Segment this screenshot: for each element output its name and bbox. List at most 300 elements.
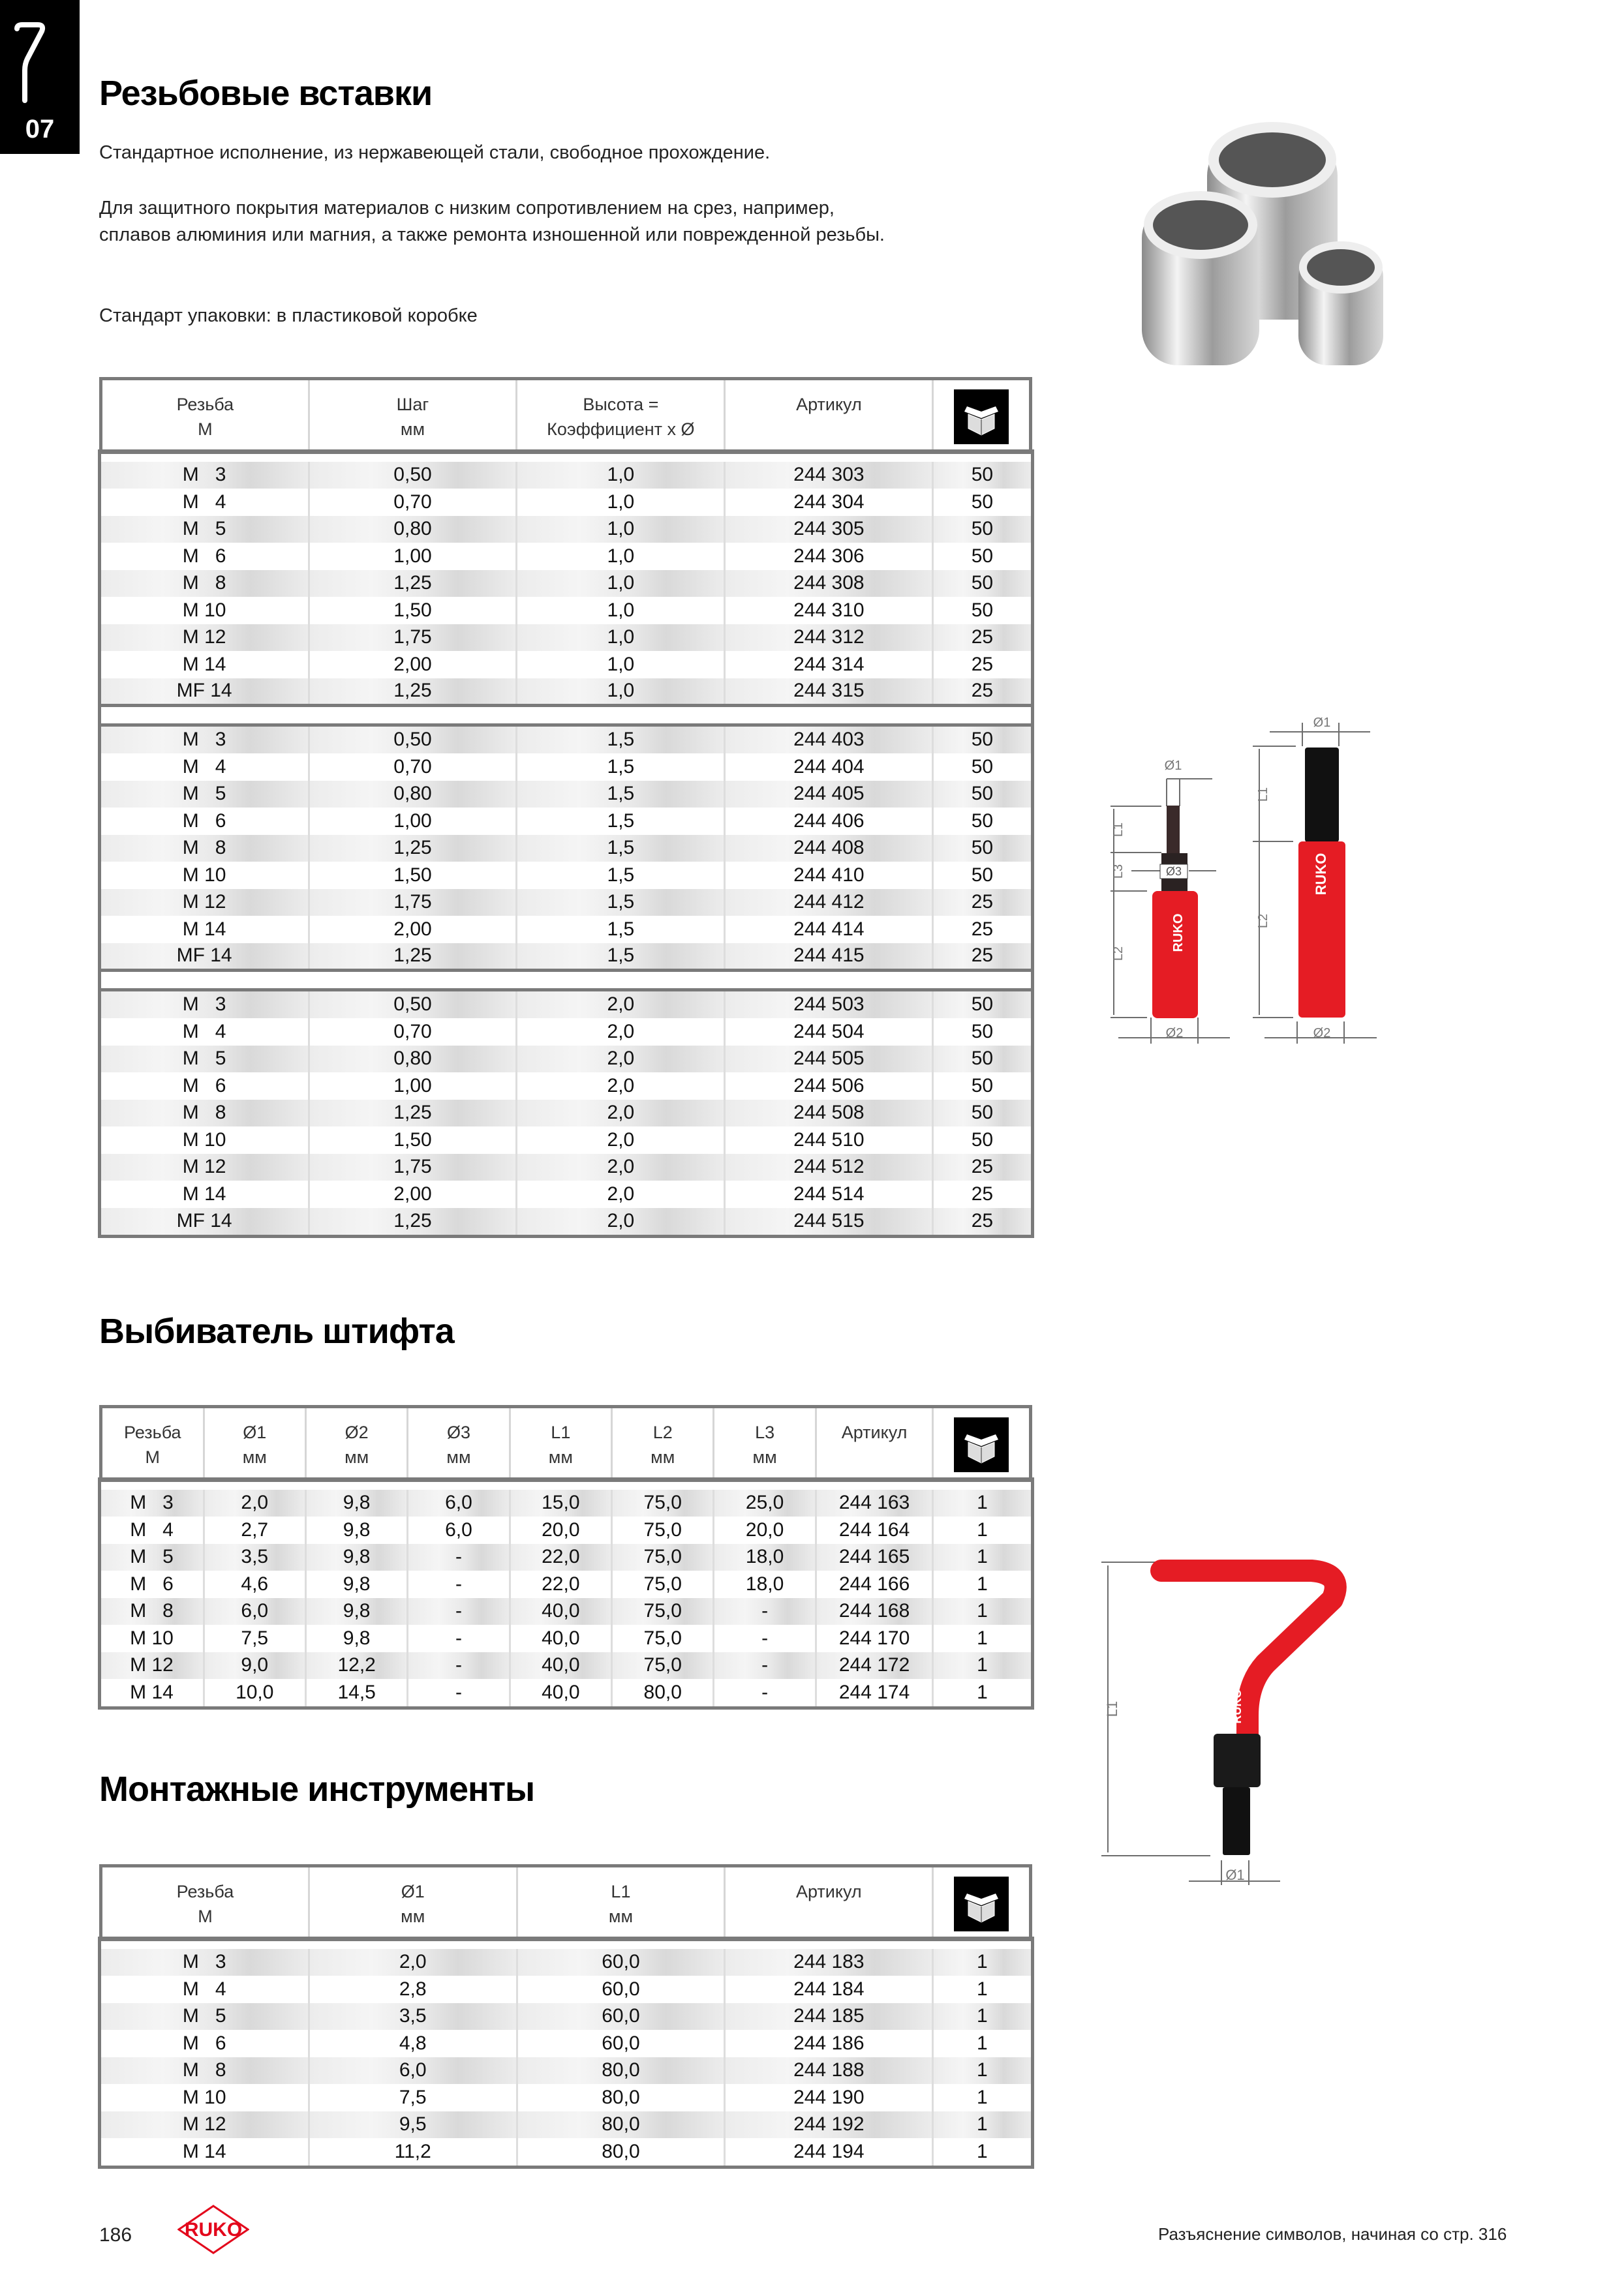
table-cell: 1: [933, 2084, 1031, 2111]
table-cell: M 14: [101, 916, 309, 943]
table-cell: 1,50: [309, 597, 517, 624]
table-cell: 1: [933, 1949, 1031, 1976]
table-cell: M 10: [101, 2084, 309, 2111]
table-cell: 25: [933, 678, 1031, 706]
table-cell: 244 194: [725, 2138, 933, 2166]
pin-driver-drawing: [1077, 718, 1468, 1500]
table-row: [101, 678, 1031, 706]
table-cell: 244 404: [725, 753, 933, 781]
table-cell: 80,0: [612, 1679, 714, 1706]
table-cell: 2,7: [204, 1517, 305, 1544]
table-cell: M 10: [101, 862, 309, 889]
table-cell: 1,5: [517, 916, 725, 943]
table-cell: 0,70: [309, 753, 517, 781]
table-cell: 244 312: [725, 624, 933, 652]
table-cell: 1,5: [517, 781, 725, 808]
table-cell: 9,8: [305, 1598, 407, 1625]
table-row: [101, 1598, 1031, 1625]
table-cell: 4,6: [204, 1571, 305, 1598]
label-l3: L3: [1111, 864, 1126, 879]
table-cell: 2,00: [309, 651, 517, 678]
table-cell: M 14: [101, 2138, 309, 2166]
table-cell: 244 412: [725, 889, 933, 916]
table-spacer: [101, 453, 1031, 462]
table-cell: MF 14: [101, 678, 309, 706]
table-row: [101, 1976, 1031, 2003]
table-cell: 244 184: [725, 1976, 933, 2003]
table-cell: M 14: [101, 1181, 309, 1208]
table-row: [101, 2057, 1031, 2085]
table-cell: 40,0: [510, 1652, 611, 1680]
table-row: [101, 1154, 1031, 1181]
table-cell: 244 304: [725, 489, 933, 516]
pin-driver-table: [99, 1405, 1032, 1706]
table-cell: 1,25: [309, 1208, 517, 1235]
table-cell: 244 306: [725, 543, 933, 570]
table-cell: 1,00: [309, 543, 517, 570]
table-cell: 0,50: [309, 727, 517, 754]
col-pack-qty: [933, 1407, 1031, 1481]
table-row: [101, 2003, 1031, 2031]
table-cell: 75,0: [612, 1517, 714, 1544]
table-cell: 22,0: [510, 1571, 611, 1598]
table-cell: 50: [933, 727, 1031, 754]
table-cell: M 3: [101, 1490, 204, 1517]
col-article: Артикул: [725, 1866, 933, 1940]
ruko-logo: [177, 2205, 249, 2254]
table-cell: 75,0: [612, 1652, 714, 1680]
table-cell: -: [714, 1598, 816, 1625]
page-number: 186: [99, 2224, 132, 2246]
table-cell: 244 512: [725, 1154, 933, 1181]
table-cell: 9,8: [305, 1571, 407, 1598]
table-cell: 50: [933, 1046, 1031, 1073]
table-cell: 1,5: [517, 808, 725, 835]
chapter-tab: [0, 0, 80, 154]
table-cell: 1: [933, 1490, 1031, 1517]
table-cell: 50: [933, 1100, 1031, 1127]
table-cell: 244 308: [725, 570, 933, 597]
table-cell: 244 410: [725, 862, 933, 889]
table-cell: M 12: [101, 624, 309, 652]
table-cell: M 14: [101, 1679, 204, 1706]
table-cell: 9,5: [309, 2111, 517, 2139]
table-cell: 7,5: [309, 2084, 517, 2111]
table-cell: 1,0: [517, 489, 725, 516]
table-cell: 244 506: [725, 1072, 933, 1100]
table-cell: 244 305: [725, 516, 933, 543]
table-cell: 25: [933, 1181, 1031, 1208]
table-cell: 244 508: [725, 1100, 933, 1127]
table-cell: 1,0: [517, 597, 725, 624]
table-cell: 2,0: [204, 1490, 305, 1517]
col-height: Высота = Коэффициент x Ø: [517, 379, 725, 453]
table-cell: 60,0: [517, 1949, 725, 1976]
table-cell: 0,80: [309, 1046, 517, 1073]
label-l1: L1: [1104, 1700, 1120, 1717]
table-cell: 244 515: [725, 1208, 933, 1235]
table-row: [101, 597, 1031, 624]
table-cell: 9,0: [204, 1652, 305, 1680]
brand-mark: RUKO: [1231, 1689, 1244, 1724]
table-cell: 244 185: [725, 2003, 933, 2031]
table-cell: 60,0: [517, 2030, 725, 2057]
table-cell: 1,25: [309, 570, 517, 597]
table-cell: 2,0: [517, 1072, 725, 1100]
col-l2: L2 мм: [612, 1407, 714, 1481]
table-cell: M 12: [101, 1652, 204, 1680]
table-cell: 1: [933, 1625, 1031, 1652]
col-l1: L1 мм: [510, 1407, 611, 1481]
table-row: [101, 2084, 1031, 2111]
table-row: [101, 991, 1031, 1019]
col-article: Артикул: [816, 1407, 933, 1481]
table-cell: 50: [933, 835, 1031, 862]
table-row: [101, 1072, 1031, 1100]
table-cell: 1,75: [309, 624, 517, 652]
table-row: [101, 1100, 1031, 1127]
table-row: [101, 1652, 1031, 1680]
thread-inserts-photo: [1109, 111, 1475, 385]
table-cell: 11,2: [309, 2138, 517, 2166]
table-cell: M 4: [101, 1976, 309, 2003]
table-cell: 1,5: [517, 943, 725, 971]
table-cell: 1,75: [309, 1154, 517, 1181]
table-cell: 2,8: [309, 1976, 517, 2003]
table-cell: 3,5: [204, 1544, 305, 1571]
table-cell: 50: [933, 991, 1031, 1019]
table-header: [101, 1407, 1031, 1481]
table-cell: 244 314: [725, 651, 933, 678]
table-cell: 244 310: [725, 597, 933, 624]
svg-text:L2: L2: [1256, 913, 1270, 929]
table-cell: 1: [933, 1652, 1031, 1680]
large-pin-driver: [1298, 748, 1345, 1018]
table-cell: M 4: [101, 489, 309, 516]
table-cell: 2,00: [309, 1181, 517, 1208]
table-row: [101, 781, 1031, 808]
table-cell: 25,0: [714, 1490, 816, 1517]
table-cell: M 5: [101, 1046, 309, 1073]
table-cell: 244 503: [725, 991, 933, 1019]
table-cell: 50: [933, 781, 1031, 808]
table-header: [101, 1866, 1031, 1940]
col-thread: Резьба M: [101, 379, 309, 453]
table-cell: 244 408: [725, 835, 933, 862]
table-cell: 1,25: [309, 678, 517, 706]
table-cell: 25: [933, 889, 1031, 916]
svg-text:RUKO: RUKO: [1313, 853, 1329, 896]
table-cell: 1: [933, 1544, 1031, 1571]
table-cell: 2,0: [517, 991, 725, 1019]
table-cell: 50: [933, 489, 1031, 516]
svg-text:L1: L1: [1256, 787, 1270, 802]
mounting-tool-drawing: [1077, 1552, 1468, 2179]
table-cell: 1,5: [517, 727, 725, 754]
table-cell: 1: [933, 2030, 1031, 2057]
section-title-mount-tools: Монтажные инструменты: [99, 1770, 535, 1809]
table-cell: 1: [933, 2057, 1031, 2085]
table-cell: 6,0: [408, 1517, 510, 1544]
table-cell: 1,0: [517, 678, 725, 706]
table-cell: M 3: [101, 991, 309, 1019]
table-cell: M 8: [101, 1100, 309, 1127]
table-row: [101, 1490, 1031, 1517]
table-cell: 1,0: [517, 543, 725, 570]
table-row: [101, 489, 1031, 516]
table-cell: M 12: [101, 2111, 309, 2139]
table-spacer: [101, 1481, 1031, 1490]
svg-text:RUKO: RUKO: [184, 2219, 243, 2241]
table-cell: 10,0: [204, 1679, 305, 1706]
table-row: [101, 1517, 1031, 1544]
table-cell: 75,0: [612, 1490, 714, 1517]
table-cell: M 4: [101, 753, 309, 781]
table-cell: 1: [933, 1571, 1031, 1598]
table-row: [101, 1949, 1031, 1976]
table-cell: M 8: [101, 570, 309, 597]
col-pack-qty: [933, 379, 1031, 453]
table-cell: 25: [933, 916, 1031, 943]
label-l2: L2: [1111, 946, 1126, 961]
col-d2: Ø2 мм: [305, 1407, 407, 1481]
table-cell: 14,5: [305, 1679, 407, 1706]
label-d1: Ø1: [1164, 759, 1182, 773]
table-cell: 1,50: [309, 862, 517, 889]
table-cell: M 5: [101, 1544, 204, 1571]
table-cell: 50: [933, 597, 1031, 624]
inserts-usage-line2: сплавов алюминия или магния, а также ремонта изношенной или поврежденной резьбы.: [99, 224, 885, 245]
table-cell: M 5: [101, 516, 309, 543]
table-cell: 1,75: [309, 889, 517, 916]
table-cell: 60,0: [517, 1976, 725, 2003]
package-box-icon: [954, 389, 1009, 444]
table-cell: 244 174: [816, 1679, 933, 1706]
table-cell: 80,0: [517, 2084, 725, 2111]
table-cell: 50: [933, 1018, 1031, 1046]
table-cell: M 6: [101, 2030, 309, 2057]
group-gap: [101, 705, 1031, 725]
table-cell: 244 510: [725, 1126, 933, 1154]
table-cell: 40,0: [510, 1679, 611, 1706]
col-pack-qty: [933, 1866, 1031, 1940]
table-cell: 1,25: [309, 943, 517, 971]
table-cell: 1,00: [309, 808, 517, 835]
table-cell: 1,5: [517, 753, 725, 781]
table-cell: 244 186: [725, 2030, 933, 2057]
table-cell: 25: [933, 624, 1031, 652]
table-cell: 1: [933, 2138, 1031, 2166]
label-l1: L1: [1111, 822, 1126, 838]
package-box-icon: [954, 1877, 1009, 1931]
table-cell: 75,0: [612, 1598, 714, 1625]
table-cell: M 8: [101, 835, 309, 862]
table-cell: M 6: [101, 1571, 204, 1598]
table-cell: 244 170: [816, 1625, 933, 1652]
table-cell: 244 190: [725, 2084, 933, 2111]
table-cell: 2,0: [517, 1208, 725, 1235]
table-cell: M 14: [101, 651, 309, 678]
table-cell: 2,0: [517, 1100, 725, 1127]
table-cell: MF 14: [101, 943, 309, 971]
table-row: [101, 543, 1031, 570]
table-cell: 20,0: [510, 1517, 611, 1544]
table-cell: 244 514: [725, 1181, 933, 1208]
table-cell: 9,8: [305, 1544, 407, 1571]
table-cell: 244 168: [816, 1598, 933, 1625]
svg-text:Ø2: Ø2: [1313, 1026, 1331, 1040]
label-d3: Ø3: [1165, 865, 1182, 878]
table-cell: 1,00: [309, 1072, 517, 1100]
table-cell: M 10: [101, 1126, 309, 1154]
table-cell: 50: [933, 516, 1031, 543]
label-d2: Ø2: [1165, 1026, 1184, 1040]
table-header: [101, 379, 1031, 453]
table-cell: 244 414: [725, 916, 933, 943]
table-cell: M 5: [101, 781, 309, 808]
table-cell: M 6: [101, 808, 309, 835]
mounting-tool: [1161, 1571, 1336, 1855]
table-row: [101, 1544, 1031, 1571]
table-cell: 1: [933, 2111, 1031, 2139]
table-cell: M 10: [101, 1625, 204, 1652]
table-cell: 244 315: [725, 678, 933, 706]
table-cell: 244 166: [816, 1571, 933, 1598]
table-row: [101, 2111, 1031, 2139]
col-l3: L3 мм: [714, 1407, 816, 1481]
table-row: [101, 2030, 1031, 2057]
table-row: [101, 516, 1031, 543]
table-cell: 244 505: [725, 1046, 933, 1073]
col-d3: Ø3 мм: [408, 1407, 510, 1481]
table-row: [101, 1046, 1031, 1073]
table-cell: 80,0: [517, 2111, 725, 2139]
table-row: [101, 624, 1031, 652]
table-cell: M 3: [101, 727, 309, 754]
col-article: Артикул: [725, 379, 933, 453]
table-cell: 60,0: [517, 2003, 725, 2031]
table-cell: 75,0: [612, 1625, 714, 1652]
table-cell: M 8: [101, 2057, 309, 2085]
table-cell: 1,5: [517, 835, 725, 862]
table-cell: -: [714, 1625, 816, 1652]
table-cell: 1,5: [517, 862, 725, 889]
table-cell: -: [408, 1625, 510, 1652]
table-cell: 80,0: [517, 2057, 725, 2085]
table-cell: 80,0: [517, 2138, 725, 2166]
table-cell: 1,5: [517, 889, 725, 916]
table-cell: 1,25: [309, 1100, 517, 1127]
table-cell: 50: [933, 1072, 1031, 1100]
table-cell: 40,0: [510, 1625, 611, 1652]
section-title-pin-driver: Выбиватель штифта: [99, 1312, 454, 1351]
table-cell: 244 415: [725, 943, 933, 971]
col-d1: Ø1 мм: [309, 1866, 517, 1940]
table-cell: -: [714, 1652, 816, 1680]
table-cell: 50: [933, 808, 1031, 835]
label-d1: Ø1: [1225, 1867, 1245, 1883]
table-cell: 1,0: [517, 462, 725, 489]
table-cell: 244 403: [725, 727, 933, 754]
table-cell: 1,0: [517, 570, 725, 597]
table-cell: 1: [933, 1976, 1031, 2003]
table-cell: 2,0: [517, 1018, 725, 1046]
table-cell: 6,0: [309, 2057, 517, 2085]
table-cell: 244 303: [725, 462, 933, 489]
table-cell: 1,0: [517, 624, 725, 652]
table-cell: 1: [933, 1598, 1031, 1625]
table-cell: 50: [933, 1126, 1031, 1154]
table-row: [101, 753, 1031, 781]
coil-small: [1298, 245, 1383, 365]
coil-medium: [1142, 196, 1259, 365]
table-cell: -: [408, 1571, 510, 1598]
small-pin-driver: [1152, 806, 1198, 1018]
chapter-number: 07: [25, 115, 55, 144]
table-cell: 0,50: [309, 462, 517, 489]
table-row: [101, 1208, 1031, 1235]
table-cell: 244 405: [725, 781, 933, 808]
table-row: [101, 1571, 1031, 1598]
table-cell: 50: [933, 543, 1031, 570]
table-row: [101, 1018, 1031, 1046]
table-cell: 9,8: [305, 1490, 407, 1517]
table-cell: 50: [933, 862, 1031, 889]
table-cell: 6,0: [204, 1598, 305, 1625]
table-cell: 244 172: [816, 1652, 933, 1680]
table-cell: 244 406: [725, 808, 933, 835]
table-cell: 9,8: [305, 1625, 407, 1652]
table-cell: 1,0: [517, 651, 725, 678]
table-cell: 2,0: [517, 1154, 725, 1181]
table-cell: -: [714, 1679, 816, 1706]
table-cell: 1,0: [517, 516, 725, 543]
table-cell: 25: [933, 651, 1031, 678]
inserts-usage-line1: Для защитного покрытия материалов с низким сопротивлением на срез, например,: [99, 198, 835, 219]
table-cell: 22,0: [510, 1544, 611, 1571]
table-cell: 244 163: [816, 1490, 933, 1517]
table-cell: 25: [933, 1208, 1031, 1235]
table-row: [101, 570, 1031, 597]
table-cell: 244 192: [725, 2111, 933, 2139]
table-cell: 2,0: [517, 1046, 725, 1073]
table-spacer: [101, 1940, 1031, 1949]
col-thread: Резьба M: [101, 1866, 309, 1940]
table-cell: 0,80: [309, 781, 517, 808]
table-cell: 0,70: [309, 489, 517, 516]
col-pitch: Шаг мм: [309, 379, 517, 453]
table-cell: 50: [933, 462, 1031, 489]
inserts-packaging: Стандарт упаковки: в пластиковой коробке: [99, 305, 478, 326]
table-cell: 244 164: [816, 1517, 933, 1544]
package-box-icon: [954, 1417, 1009, 1472]
symbols-reference-note: Разъяснение символов, начиная со стр. 316: [1158, 2224, 1507, 2244]
table-cell: 20,0: [714, 1517, 816, 1544]
table-row: [101, 943, 1031, 971]
table-row: [101, 1679, 1031, 1706]
table-cell: M 3: [101, 1949, 309, 1976]
table-cell: 1,50: [309, 1126, 517, 1154]
table-cell: 0,70: [309, 1018, 517, 1046]
table-cell: M 12: [101, 1154, 309, 1181]
table-cell: 1: [933, 1517, 1031, 1544]
table-cell: 25: [933, 943, 1031, 971]
table-row: [101, 727, 1031, 754]
table-cell: 7,5: [204, 1625, 305, 1652]
table-cell: 3,5: [309, 2003, 517, 2031]
table-cell: 0,50: [309, 991, 517, 1019]
group-gap: [101, 970, 1031, 989]
